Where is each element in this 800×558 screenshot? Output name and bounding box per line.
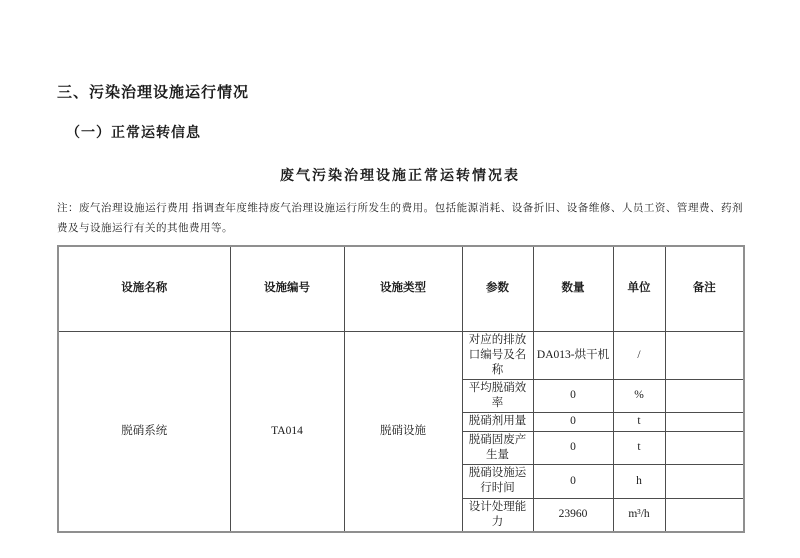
facility-operation-table [57,245,745,533]
column-header-facility-code: 设施编号 [230,246,344,331]
cell-parameter: 对应的排放口编号及名称 [462,331,533,379]
cell-facility-type: 脱硝设施 [344,331,462,532]
cell-quantity: 0 [533,379,613,412]
section-heading: 三、污染治理设施运行情况 [57,85,250,101]
cell-remark [665,431,744,464]
cell-quantity: 0 [533,464,613,498]
cell-remark [665,498,744,532]
cell-unit: h [613,464,665,498]
cell-facility-name: 脱硝系统 [58,331,230,532]
cell-parameter: 平均脱硝效率 [462,379,533,412]
cell-parameter: 脱硝设施运行时间 [462,464,533,498]
table-header-row [58,246,744,331]
cell-remark [665,379,744,412]
cell-unit: t [613,412,665,431]
table-row [58,331,744,379]
cell-remark [665,412,744,431]
cell-remark [665,331,744,379]
cell-quantity: 23960 [533,498,613,532]
table-note: 注：废气治理设施运行费用 指调查年度维持废气治理设施运行所发生的费用。包括能源消耗、设备折旧、设备维修、人员工资、管理费、药剂费及与设施运行有关的其他费用等。 [57,203,743,234]
column-header-parameter: 参数 [462,246,533,331]
cell-facility-code: TA014 [230,331,344,532]
cell-remark [665,464,744,498]
cell-unit: / [613,331,665,379]
cell-unit: t [613,431,665,464]
cell-quantity: 0 [533,412,613,431]
cell-quantity: DA013-烘干机 [533,331,613,379]
table-title: 废气污染治理设施正常运转情况表 [280,169,520,184]
cell-parameter: 脱硝剂用量 [462,412,533,431]
column-header-unit: 单位 [613,246,665,331]
column-header-quantity: 数量 [533,246,613,331]
column-header-facility-name: 设施名称 [58,246,230,331]
cell-unit: m³/h [613,498,665,532]
subsection-heading: （一）正常运转信息 [66,126,201,141]
cell-unit: % [613,379,665,412]
cell-parameter: 脱硝固废产生量 [462,431,533,464]
cell-quantity: 0 [533,431,613,464]
column-header-facility-type: 设施类型 [344,246,462,331]
column-header-remark: 备注 [665,246,744,331]
cell-parameter: 设计处理能力 [462,498,533,532]
